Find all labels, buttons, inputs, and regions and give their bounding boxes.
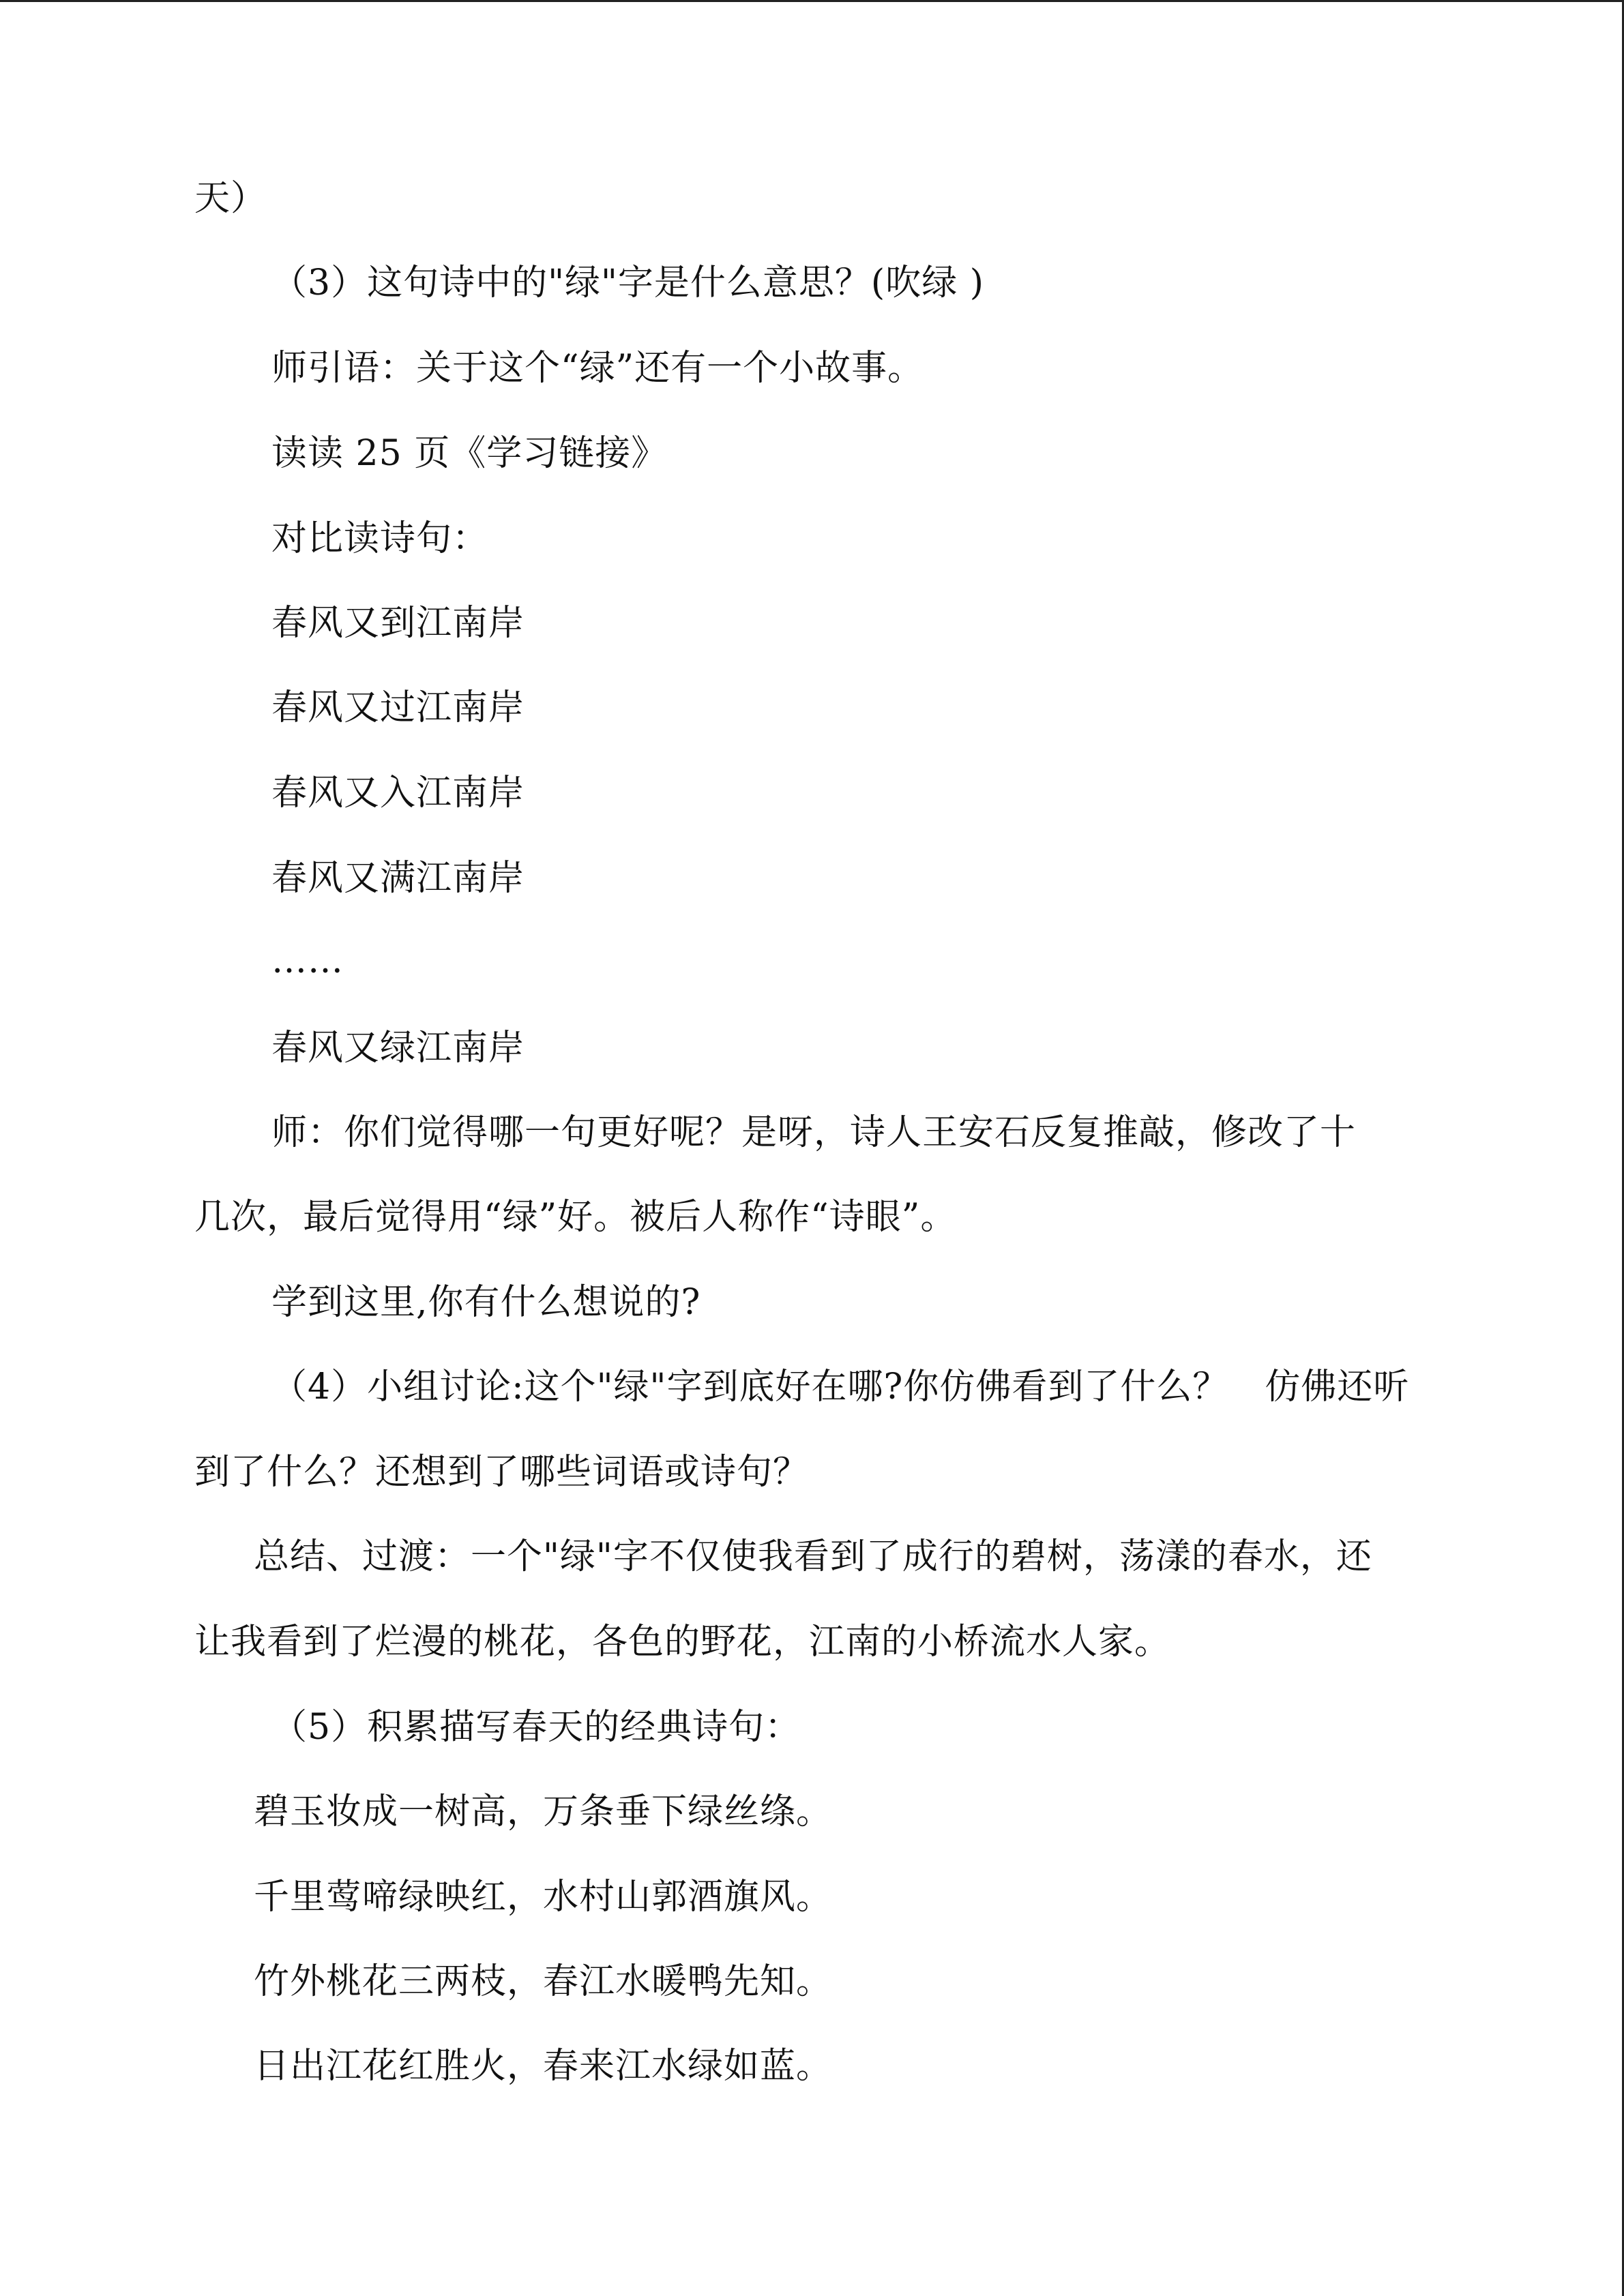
- text-line-10: ……: [271, 940, 344, 981]
- text-line-4: 读读 25 页《学习链接》: [271, 433, 668, 474]
- text-line-12: 师：你们觉得哪一句更好呢？是呀，诗人王安石反复推敲，修改了十: [271, 1112, 1357, 1153]
- text-line-8: 春风又入江南岸: [271, 773, 525, 814]
- text-line-21: 千里莺啼绿映红，水村山郭酒旗风。: [254, 1877, 833, 1918]
- text-line-7: 春风又过江南岸: [271, 687, 525, 728]
- text-line-13: 几次，最后觉得用“绿”好。被后人称作“诗眼”。: [194, 1197, 957, 1238]
- text-line-18: 让我看到了烂漫的桃花，各色的野花，江南的小桥流水人家。: [194, 1622, 1171, 1663]
- text-line-23: 日出江花红胜火，春来江水绿如蓝。: [254, 2046, 833, 2087]
- text-line-16: 到了什么？还想到了哪些词语或诗句？: [194, 1452, 810, 1493]
- page-top-border: [0, 0, 1624, 2]
- text-line-15: （4）小组讨论:这个"绿"字到底好在哪?你仿佛看到了什么？ 仿佛还听: [271, 1367, 1410, 1407]
- text-line-22: 竹外桃花三两枝，春江水暖鸭先知。: [254, 1961, 833, 2002]
- text-line-17: 总结、过渡：一个"绿"字不仅使我看到了成行的碧树，荡漾的春水，还: [254, 1536, 1372, 1577]
- text-line-14: 学到这里,你有什么想说的?: [271, 1282, 701, 1323]
- text-line-6: 春风又到江南岸: [271, 603, 525, 644]
- text-line-19: （5）积累描写春天的经典诗句：: [271, 1707, 801, 1748]
- text-line-9: 春风又满江南岸: [271, 858, 525, 899]
- text-line-3: 师引语：关于这个“绿”还有一个小故事。: [271, 348, 924, 389]
- text-line-5: 对比读诗句：: [271, 518, 489, 559]
- text-line-1: 天）: [194, 178, 267, 219]
- text-line-20: 碧玉妆成一树高，万条垂下绿丝绦。: [254, 1791, 833, 1832]
- text-line-2: （3）这句诗中的"绿"字是什么意思？(吹绿 ): [271, 263, 985, 303]
- text-line-11: 春风又绿江南岸: [271, 1028, 525, 1069]
